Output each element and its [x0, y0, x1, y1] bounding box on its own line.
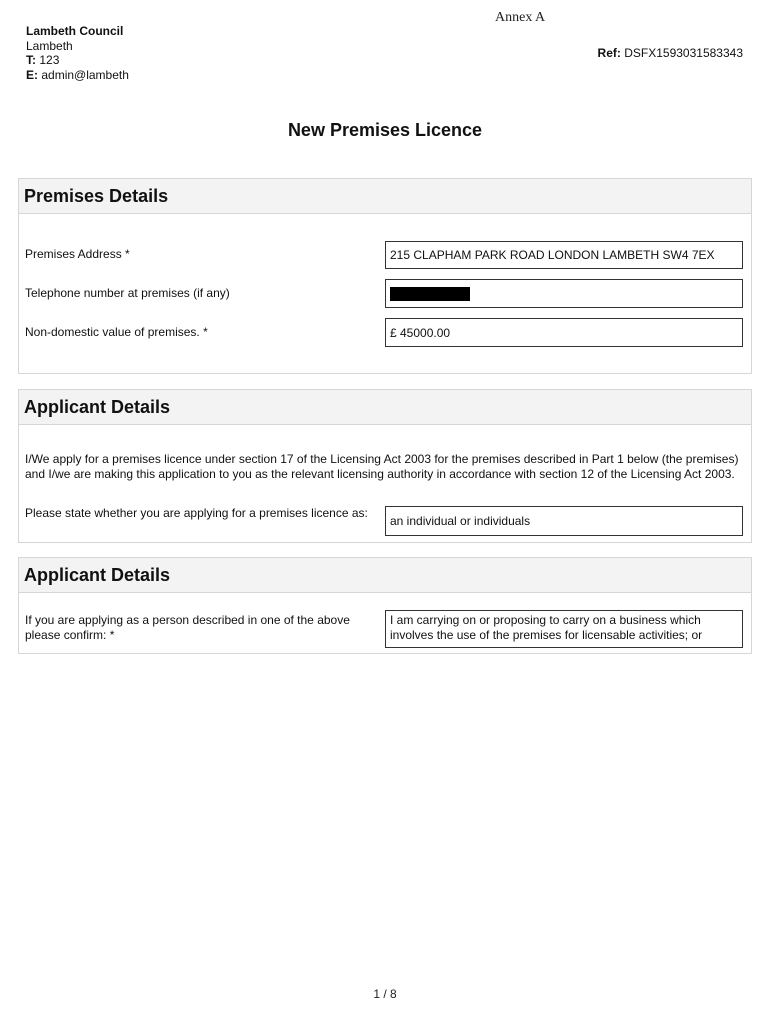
section-heading: Applicant Details — [19, 558, 751, 593]
applicant-details-section-2 — [18, 557, 752, 654]
premises-phone-label: Telephone number at premises (if any) — [25, 286, 230, 300]
applicant-capacity-field[interactable]: an individual or individuals — [385, 506, 743, 536]
applicant-intro-text: I/We apply for a premises licence under section 17 of the Licensing Act 2003 for the premises described in Part 1 below (the premises) and I/we are making this application to you as the relevant licensing authority in accordance with section 12 of the Licensing Act 2003. — [25, 452, 739, 481]
premises-phone-field[interactable] — [385, 279, 743, 308]
page-number: 1 / 8 — [373, 987, 397, 1001]
council-phone: T: 123 — [26, 53, 60, 67]
premises-value-label: Non-domestic value of premises. * — [25, 325, 208, 339]
applicant-confirm-label: If you are applying as a person described in one of the above please confirm: * — [25, 613, 350, 642]
reference-number: Ref: DSFX1593031583343 — [597, 46, 743, 60]
premises-address-field[interactable]: 215 CLAPHAM PARK ROAD LONDON LAMBETH SW4 7EX — [385, 241, 743, 269]
premises-details-section — [18, 178, 752, 374]
premises-address-label: Premises Address * — [25, 247, 130, 261]
applicant-confirm-field[interactable]: I am carrying on or proposing to carry on a business which involves the use of the premises for licensable activities; or — [385, 610, 743, 648]
applicant-details-section — [18, 389, 752, 543]
council-email: E: admin@lambeth — [26, 67, 129, 82]
annex-label: Annex A — [495, 10, 546, 25]
section-heading: Premises Details — [19, 179, 751, 214]
redacted-block — [390, 287, 470, 301]
page-title: New Premises Licence — [287, 120, 483, 140]
council-area: Lambeth — [26, 38, 73, 53]
section-heading: Applicant Details — [19, 390, 751, 425]
premises-value-field[interactable]: £ 45000.00 — [385, 318, 743, 347]
council-contact-block — [26, 24, 129, 82]
council-name: Lambeth Council — [26, 24, 124, 38]
applicant-capacity-label: Please state whether you are applying for a premises licence as: — [25, 506, 368, 520]
